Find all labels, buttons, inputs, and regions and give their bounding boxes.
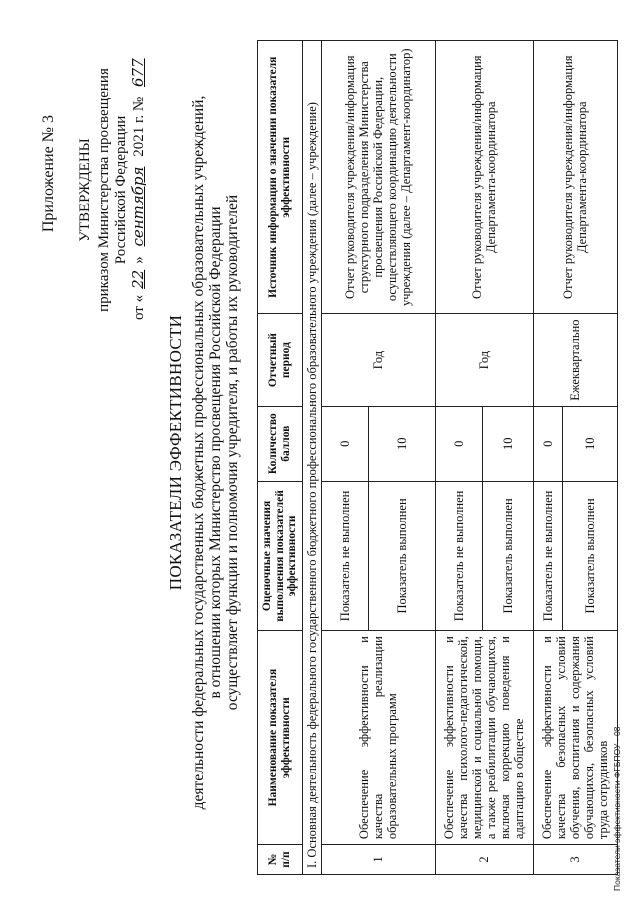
header-period: Отчетный период (258, 314, 303, 406)
row-eval-yes: Показатель выполнен (368, 481, 435, 630)
approval-date-line (130, 60, 148, 320)
order-number: 677 (129, 58, 147, 87)
row-source: Отчет руководителя учреждения/информация структурного подразделения Министерства просвещения Российской Федерации, осуществляющего координацию деятельности учреждения (далее – Департамент-координатор) (321, 41, 435, 314)
approval-line-2: Российской Федерации (113, 115, 129, 265)
date-month: сентября (129, 166, 147, 247)
row-points-no: 0 (435, 406, 482, 481)
table-row (435, 41, 482, 875)
section-row (302, 41, 321, 875)
row-points-no: 0 (321, 406, 368, 481)
footer-note: Показатели эффективности ФГБПОУ - 08 (612, 726, 622, 891)
row-eval-yes: Показатель выполнен (562, 481, 617, 630)
row-name: Обеспечение эффективности и качества психолого-педагогической, медицинской и социальной помощи, а также реабилитации обучающихся, включая коррекцию поведения и адаптацию в обществе (435, 631, 533, 845)
row-eval-no: Показатель не выполнен (321, 481, 368, 630)
row-eval-yes: Показатель выполнен (482, 481, 533, 630)
header-num: № п/п (258, 845, 303, 875)
date-year: 2021 г. № (131, 96, 147, 157)
date-prefix: от « (131, 294, 147, 320)
row-period: Ежеквартально (533, 314, 617, 406)
document-title: ПОКАЗАТЕЛИ ЭФФЕКТИВНОСТИ (166, 314, 185, 591)
approval-block (40, 60, 148, 320)
row-source: Отчет руководителя учреждения/информация Департамента-координатора (435, 41, 533, 314)
indicators-table (257, 40, 618, 875)
row-num: 2 (435, 845, 533, 875)
row-num: 3 (533, 845, 617, 875)
approval-line-1: приказом Министерства просвещения (96, 68, 112, 312)
header-eval: Оценочные значения выполнения показателей эффективности (258, 481, 303, 630)
row-num: 1 (321, 845, 435, 875)
title-block (166, 20, 241, 885)
row-eval-no: Показатель не выполнен (533, 481, 562, 630)
date-day: 22 (129, 269, 147, 289)
table-row (321, 41, 368, 875)
table-row (533, 41, 562, 875)
appendix-label: Приложение № 3 (40, 115, 57, 233)
approved-label: УТВЕРЖДЕНЫ (77, 138, 93, 242)
row-source: Отчет руководителя учреждения/информация Департамента-координатора (533, 41, 617, 314)
header-name: Наименование показателя эффективности (258, 631, 303, 845)
section-title: I. Основная деятельность федерального государственного бюджетного профессионального образовательного учреждения (далее – учреждение) (302, 41, 321, 875)
row-name: Обеспечение эффективности и качества безопасных условий обучения, воспитания и содержания обучающихся, безопасных условий труда сотрудников (533, 631, 617, 845)
header-source: Источник информации о значении показателя эффективности (258, 41, 303, 314)
row-points-yes: 10 (368, 406, 435, 481)
title-line-3: осуществляет функции и полномочия учредителя, и работы их руководителей (224, 194, 241, 711)
header-points: Количество баллов (258, 406, 303, 481)
title-line-2: в отношении которых Министерство просвещения Российской Федерации (207, 206, 224, 699)
title-line-1: деятельности федеральных государственных бюджетных профессиональных образовательных учреждений, (190, 95, 207, 810)
date-mid: » (131, 256, 147, 264)
row-points-yes: 10 (562, 406, 617, 481)
row-period: Год (321, 314, 435, 406)
row-eval-no: Показатель не выполнен (435, 481, 482, 630)
row-points-no: 0 (533, 406, 562, 481)
row-name: Обеспечение эффективности и качества реализации образовательных программ (321, 631, 435, 845)
row-period: Год (435, 314, 533, 406)
table-header-row (258, 41, 303, 875)
row-points-yes: 10 (482, 406, 533, 481)
